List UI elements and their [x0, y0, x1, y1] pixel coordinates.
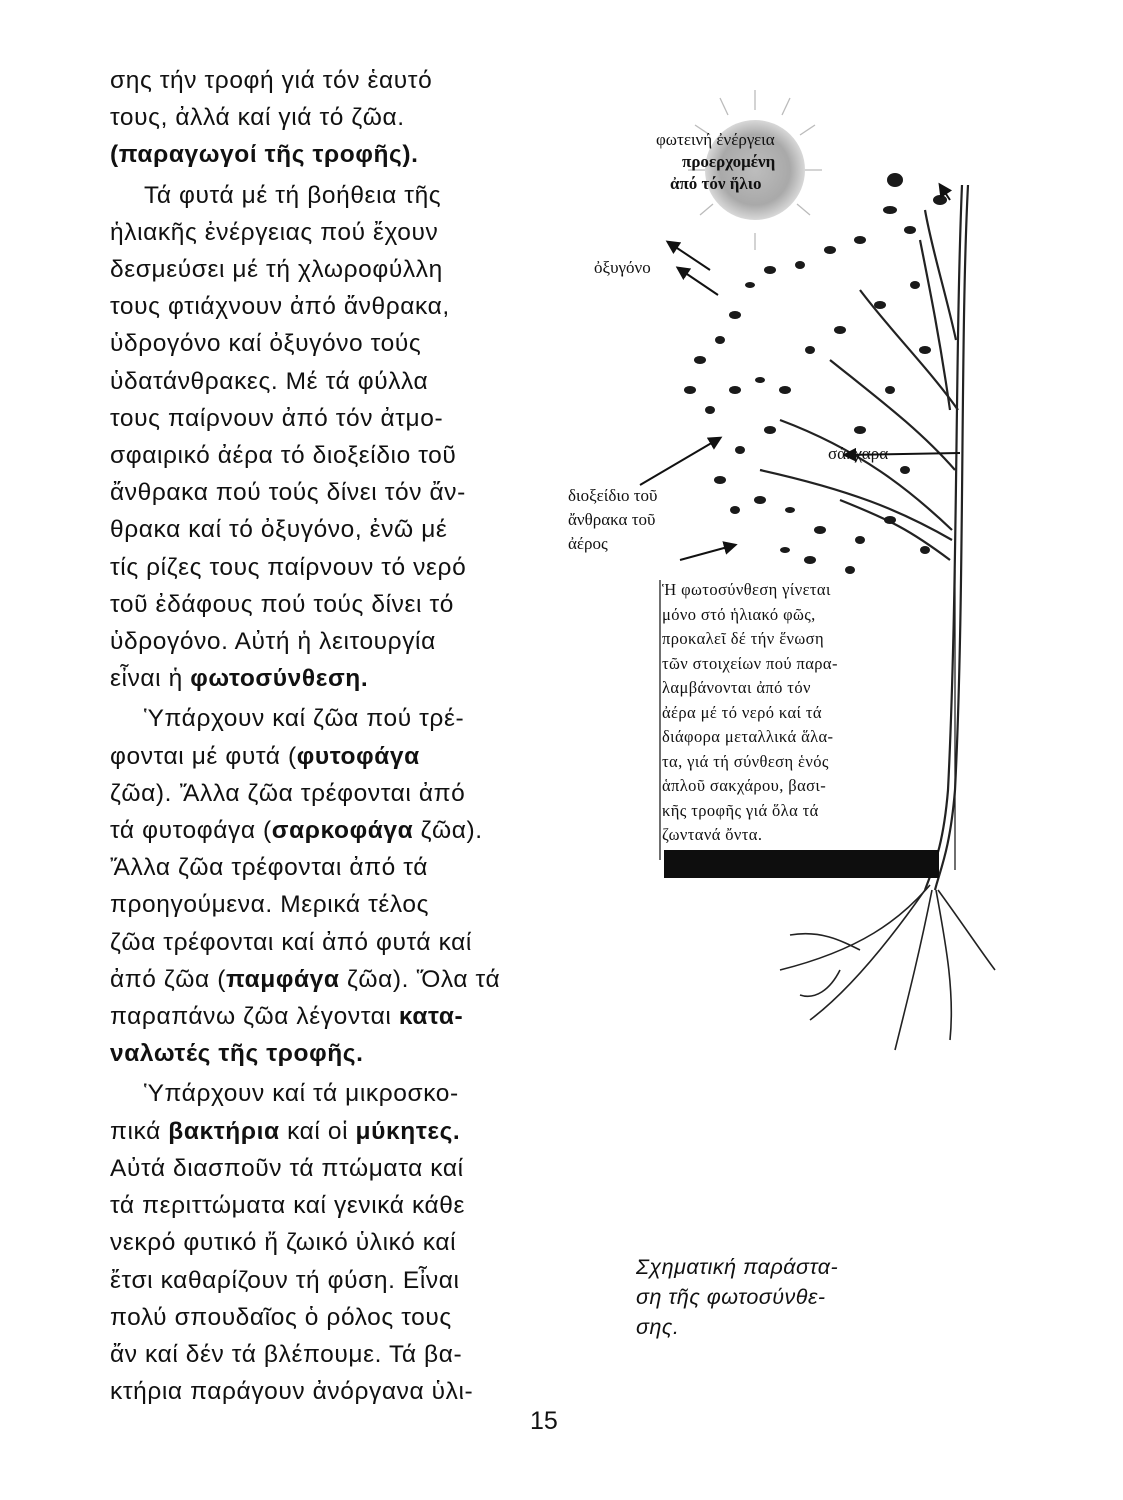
bold-term: κατα-	[398, 1003, 464, 1031]
bold-term: φυτοφάγα	[296, 742, 420, 770]
sugar-label: σάκχαρα	[828, 444, 889, 463]
text-line: ἄν καί δέν τά βλέπουμε. Τά βα-	[110, 1340, 463, 1368]
oxygen-arrow-1	[668, 242, 710, 270]
photosynthesis-figure	[560, 90, 1000, 1070]
paragraph-4	[110, 1075, 542, 1410]
bold-term: (παραγωγοί τῆς τροφῆς).	[110, 141, 419, 169]
bold-term: σαρκοφάγα	[271, 817, 414, 845]
paragraph-2	[110, 177, 542, 698]
tree-roots	[780, 885, 995, 1050]
sun-label: προερχομένη	[682, 152, 776, 171]
page-number: 15	[530, 1407, 558, 1435]
text-line: σφαιρικό ἀέρα τό διοξείδιο τοῦ	[110, 442, 457, 470]
text-line: σης τήν τροφή γιά τόν ἑαυτό	[110, 67, 433, 94]
text-line: κτήρια παράγουν ἀνόργανα ὑλι-	[110, 1378, 474, 1406]
paragraph-3	[110, 700, 542, 1072]
text-line: καί οἱ	[279, 1117, 356, 1145]
arrows	[640, 185, 960, 560]
bold-term: μύκητες.	[355, 1117, 461, 1145]
text-line: δεσμεύσει μέ τή χλωροφύλλη	[110, 256, 443, 284]
text-line: τίς ρίζες τους παίρνουν τό νερό	[110, 553, 467, 581]
text-line: θρακα καί τό ὀξυγόνο, ἐνῶ μέ	[110, 516, 448, 544]
figure-caption: Σχηματική παράστα- ση τῆς φωτοσύνθε- σης.	[636, 1255, 839, 1339]
text-line: ὑδρογόνο καί ὀξυγόνο τούς	[110, 330, 422, 358]
text-line: ζῶα). Ὅλα τά	[339, 965, 501, 993]
co2-arrow-2	[680, 545, 735, 560]
text-line: τους, ἀλλά καί γιά τό ζῶα.	[110, 104, 405, 132]
text-line: ἔτσι καθαρίζουν τή φύση. Εἶναι	[110, 1266, 460, 1294]
text-line: τους φτιάχνουν ἀπό ἄνθρακα,	[110, 293, 450, 321]
text-line: πικά	[110, 1117, 169, 1145]
sun-label: ἀπό τόν ἥλιο	[670, 174, 762, 193]
text-line: τά περιττώματα καί γενικά κάθε	[110, 1192, 466, 1220]
text-line: παραπάνω ζῶα λέγονται	[110, 1003, 399, 1031]
text-line: Αὐτά διασποῦν τά πτώματα καί	[110, 1154, 464, 1182]
oxygen-label: ὀξυγόνο	[594, 258, 651, 277]
photosynthesis-callout: Ἡ φωτοσύνθεση γίνεται μόνο στό ἡλιακό φῶς, προκαλεῖ δέ τήν ἕνωση τῶν στοιχείων πού παρα- λαμβάνονται ἀπό τόν ἀέρα μέ τό νερό καί τά διάφορα μεταλλικά ἅλα- τα, γιά τή σύνθεση ἑνός ἁπλοῦ σακχάρου, βασι- κῆς τροφῆς γιά ὅλα τά ζωντανά ὄντα.	[662, 580, 838, 844]
paragraph-1	[110, 62, 542, 174]
co2-label: ἀέρος	[568, 534, 608, 553]
bold-term: φωτοσύνθεση.	[190, 665, 369, 693]
text-line: προηγούμενα. Μερικά τέλος	[110, 891, 429, 919]
text-line: ζῶα). Ἄλλα ζῶα τρέφονται ἀπό	[110, 779, 466, 807]
text-line: ὑδατάνθρακες. Μέ τά φύλλα	[110, 367, 429, 395]
text-line: ἄνθρακα πού τούς δίνει τόν ἄν-	[110, 479, 466, 507]
ground-band	[664, 850, 939, 878]
oxygen-arrow-2	[678, 268, 718, 295]
bold-term: ναλωτές τῆς τροφῆς.	[110, 1040, 364, 1068]
text-line: Ὑπάρχουν καί ζῶα πού τρέ-	[144, 705, 465, 733]
text-line: ἀπό ζῶα (	[110, 965, 226, 993]
text-line: τοῦ ἐδάφους πού τούς δίνει τό	[110, 590, 454, 618]
bold-term: βακτήρια	[168, 1117, 280, 1145]
text-line: νεκρό φυτικό ἤ ζωικό ὑλικό καί	[110, 1229, 457, 1257]
sun-label: φωτεινή ἐνέργεια	[656, 130, 775, 149]
text-line: ἡλιακῆς ἐνέργειας πού ἔχουν	[110, 218, 439, 246]
co2-arrow	[640, 438, 720, 485]
text-line: Τά φυτά μέ τή βοήθεια τῆς	[144, 181, 442, 209]
text-line: τους παίρνουν ἀπό τόν ἀτμο-	[110, 404, 444, 432]
text-line: πολύ σπουδαῖος ὁ ρόλος τους	[110, 1303, 452, 1331]
text-line: Ὑπάρχουν καί τά μικροσκο-	[144, 1080, 459, 1108]
text-line: ζῶα).	[413, 817, 483, 845]
text-line: τά φυτοφάγα (	[110, 817, 272, 845]
text-line: εἶναι ἡ	[110, 665, 191, 693]
co2-label: διοξείδιο τοῦ	[568, 486, 658, 505]
bold-term: παμφάγα	[225, 965, 340, 993]
main-text-column	[110, 62, 542, 1413]
text-line: ζῶα τρέφονται καί ἀπό φυτά καί	[110, 928, 472, 956]
text-line: ὑδρογόνο. Αὐτή ἡ λειτουργία	[110, 628, 436, 656]
text-line: φονται μέ φυτά (	[110, 742, 297, 770]
text-line: Ἄλλα ζῶα τρέφονται ἀπό τά	[110, 854, 428, 882]
leaf-cluster	[684, 173, 947, 574]
co2-label: ἄνθρακα τοῦ	[568, 510, 656, 529]
